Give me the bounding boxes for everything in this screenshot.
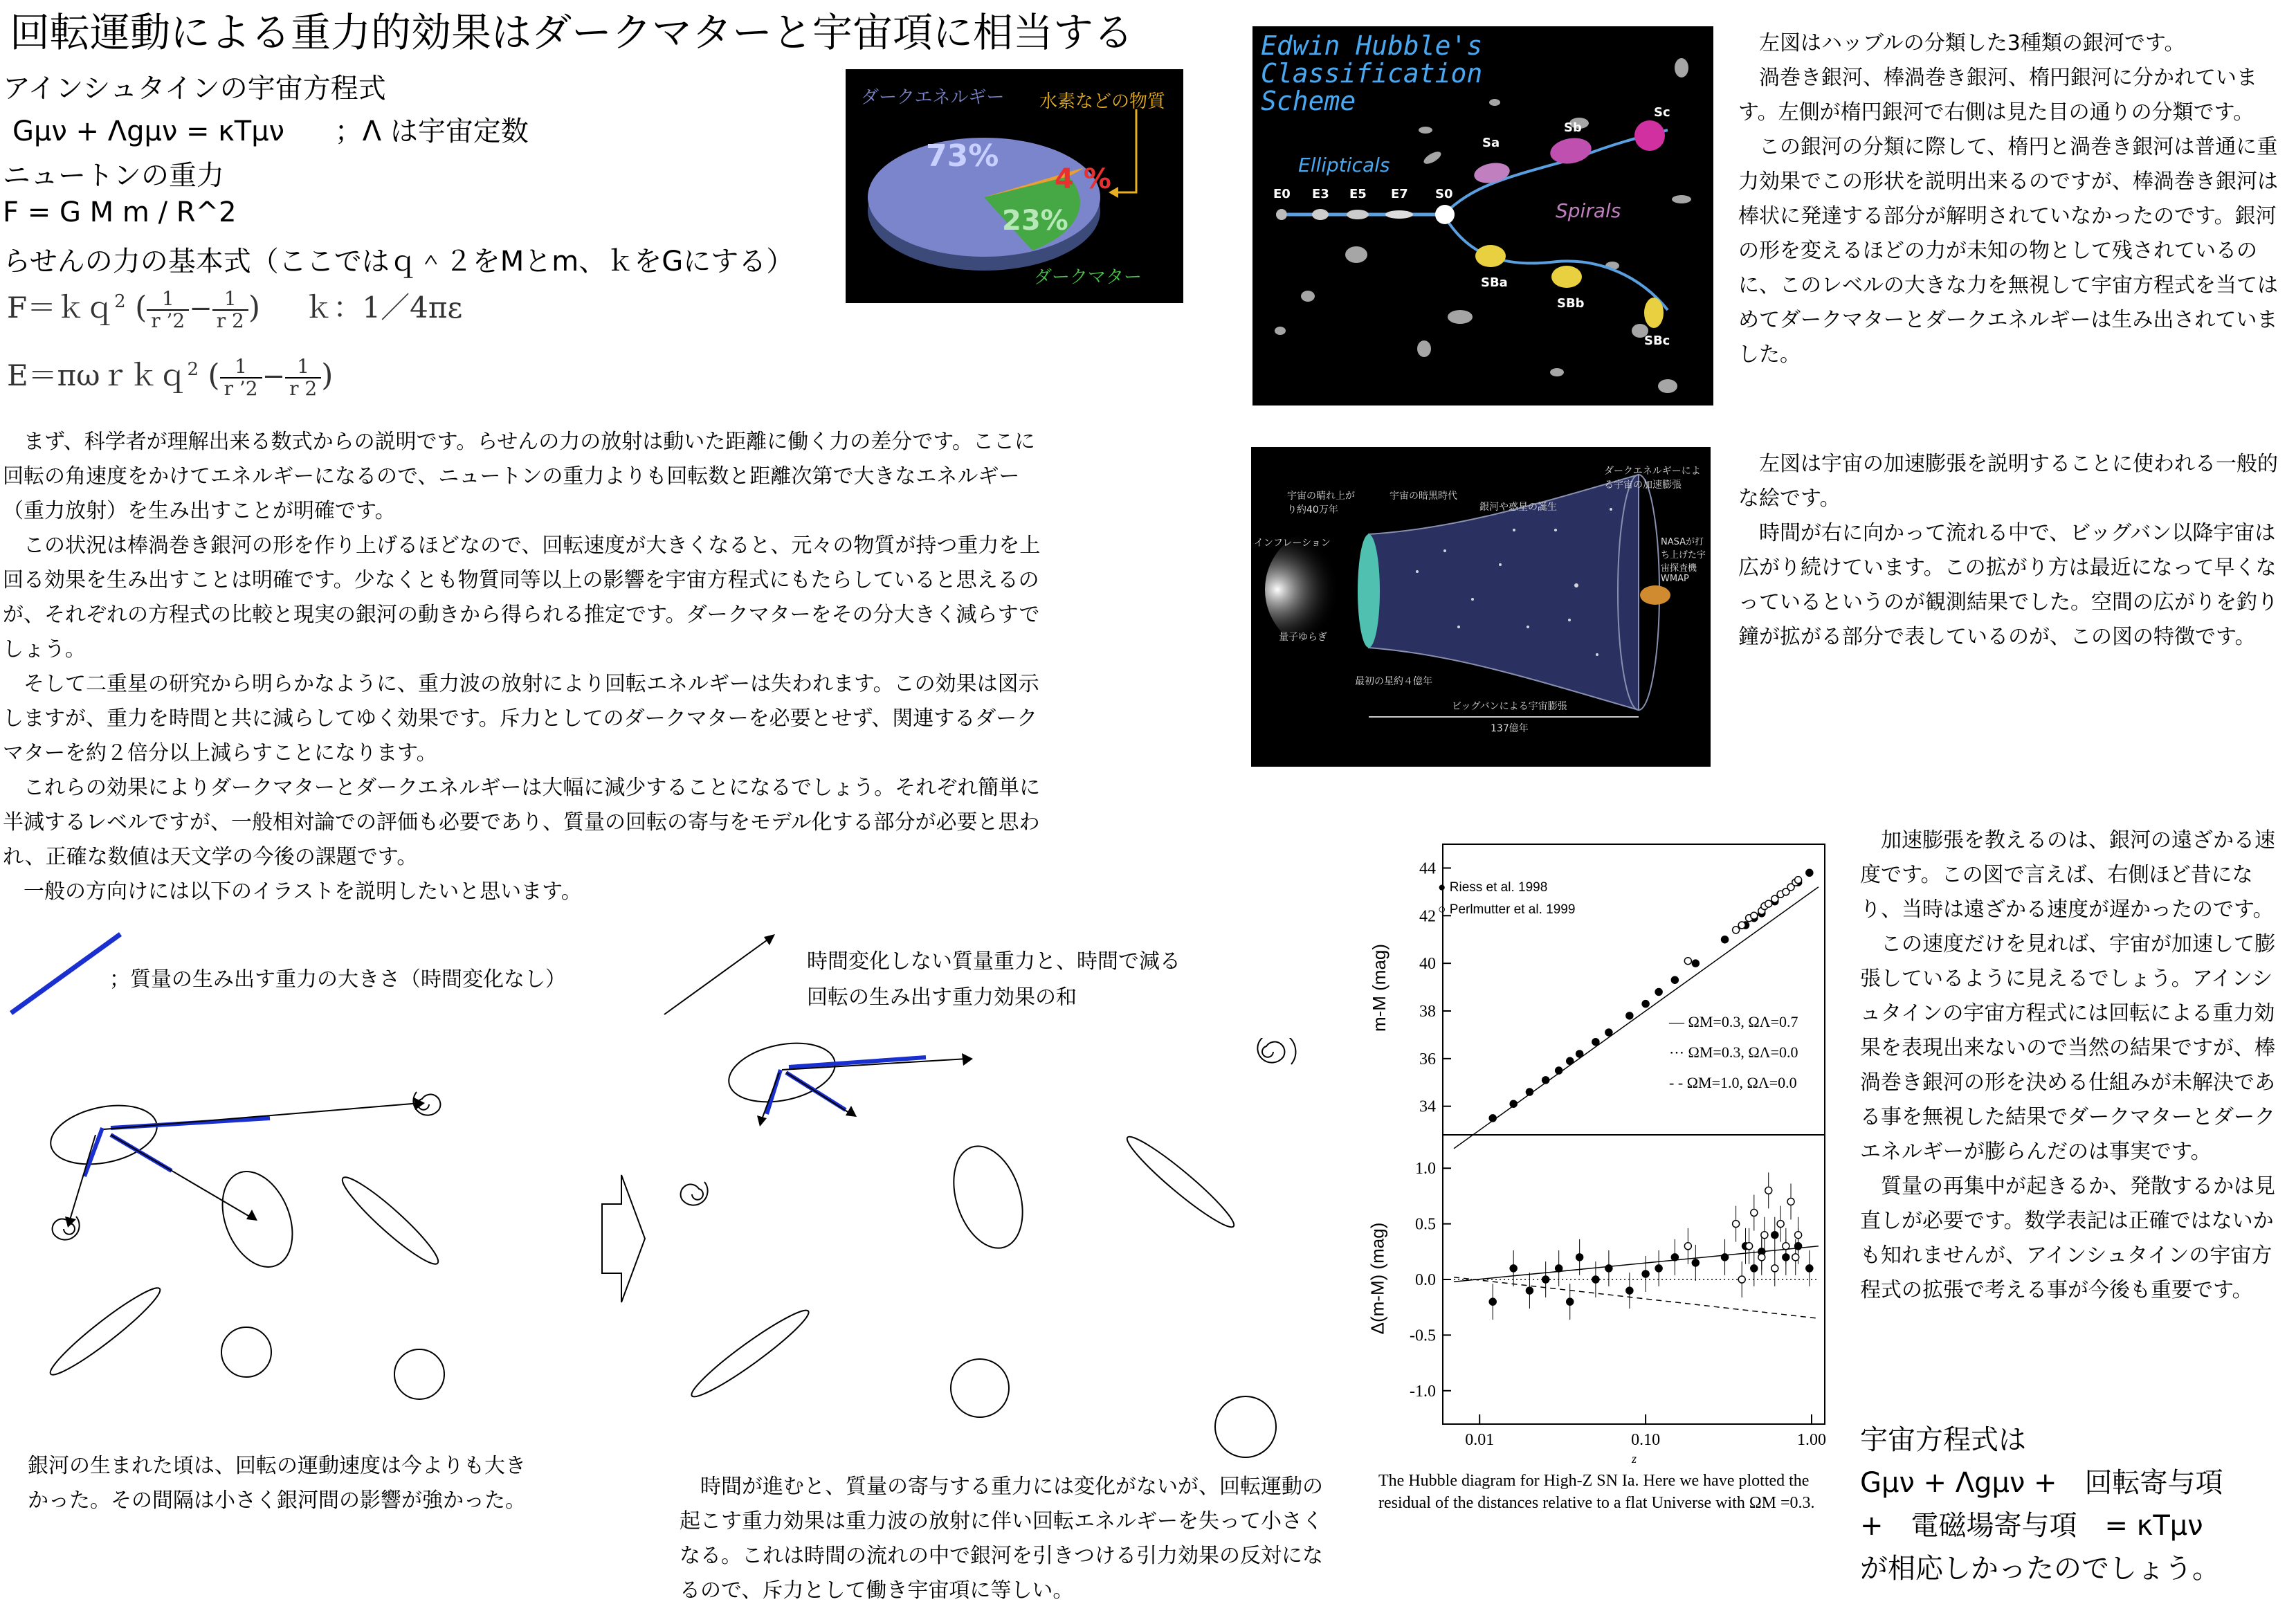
sn-ylabel-bottom: Δ(m-M) (mag) bbox=[1367, 1222, 1388, 1335]
sn-residual-perlmutter bbox=[1751, 1210, 1758, 1216]
sn-bottom-tick-label: -1.0 bbox=[1410, 1382, 1436, 1401]
sn-residual-riess bbox=[1671, 1254, 1678, 1261]
sn-point-perlmutter bbox=[1733, 927, 1740, 933]
sn-residual-riess bbox=[1751, 1265, 1758, 1272]
sn-top-tick-label: 42 bbox=[1419, 907, 1436, 926]
sn-residual-perlmutter bbox=[1771, 1265, 1778, 1272]
force-k: ｋ：1／4πε bbox=[304, 291, 463, 325]
legend-arrow bbox=[657, 927, 782, 1024]
sn-paragraph-2: この速度だけを見れば、宇宙が加速して膨張しているように見えるでしょう。アインシュタインの宇宙方程式には回転による重力効果を表現出来ないので当然の結果ですが、棒渦巻き銀河の形を決める仕組みが未解決である事を無視した結果でダークマターとダークエネルギーが膨らんだのは事実です。 bbox=[1860, 932, 2275, 1164]
force-formula: F＝ｋｑ$^2$ ( $\frac{1}{r ’2}$ − $\frac{1}{r 2}$ ) ｋ：1／4πε bbox=[7, 287, 463, 332]
pie-pct-23: 23% bbox=[1002, 205, 1068, 237]
hubble-panel bbox=[1252, 26, 1713, 405]
sn-point-riess bbox=[1592, 1039, 1599, 1046]
sn-point-perlmutter bbox=[1684, 958, 1691, 965]
wmap-panel bbox=[1251, 447, 1711, 767]
sn-point-perlmutter bbox=[1751, 912, 1758, 919]
pie-label-dark-energy: ダークエネルギー bbox=[861, 87, 1005, 108]
force-lhs: F＝ｋｑ bbox=[7, 291, 115, 325]
sn-model-2-text: ΩM=0.3, ΩΛ=0.0 bbox=[1688, 1044, 1798, 1061]
einstein-heading: アインシュタインの宇宙方程式 bbox=[3, 73, 386, 104]
wmap-inflation: インフレーション bbox=[1254, 538, 1331, 549]
hubble-e5: E5 bbox=[1349, 187, 1367, 201]
wmap-paragraph-1: 左図は宇宙の加速膨張を説明することに使われる一般的な絵です。 bbox=[1738, 452, 2278, 511]
sn-residual-perlmutter bbox=[1758, 1254, 1765, 1261]
sn-x-tick-label: 1.00 bbox=[1797, 1431, 1827, 1449]
final-eq-line-1: 宇宙方程式は bbox=[1860, 1424, 2026, 1456]
energy-sup: 2 bbox=[187, 359, 199, 380]
hubble-sb: Sb bbox=[1564, 120, 1582, 135]
sn-bottom-tick-label: 0.0 bbox=[1415, 1271, 1436, 1289]
sn-text bbox=[1860, 823, 2290, 1308]
wmap-dark-age: 宇宙の暗黒時代 bbox=[1390, 491, 1457, 502]
sn-legend-perlmutter-text: Perlmutter et al. 1999 bbox=[1449, 902, 1576, 917]
sn-point-riess bbox=[1626, 1012, 1633, 1019]
sn-chart bbox=[1367, 839, 1841, 1531]
sn-bottom-tick-label: 1.0 bbox=[1415, 1160, 1436, 1178]
spiral-heading: らせんの力の基本式（ここではｑ＾２をMとm、ｋをGにする） bbox=[3, 246, 794, 277]
sn-residual-riess bbox=[1626, 1287, 1633, 1294]
sn-residual-riess bbox=[1542, 1276, 1549, 1283]
einstein-equation bbox=[12, 109, 529, 149]
sn-point-riess bbox=[1806, 869, 1813, 876]
sn-residual-riess bbox=[1806, 1265, 1813, 1272]
frac-1 bbox=[147, 289, 189, 331]
sn-caption: The Hubble diagram for High-Z SN Ia. Here we have plotted the residual of the distances relative to a flat Universe with ΩM =0.3. bbox=[1378, 1472, 1815, 1512]
legend-arrow-line-1: 時間変化しない質量重力と、時間で減る bbox=[807, 949, 1181, 974]
caption-later: 時間が進むと、質量の寄与する重力には変化がないが、回転運動の起こす重力効果は重力波の放射に伴い回転エネルギーを失って小さくなる。これは時間の流れの中で銀河を引きつける引力効果の反対になるので、斥力として働き宇宙項に等しい。 bbox=[680, 1475, 1323, 1603]
sn-residual-perlmutter bbox=[1746, 1243, 1753, 1250]
sn-residual-perlmutter bbox=[1783, 1243, 1789, 1250]
caption-early: 銀河の生まれた頃は、回転の運動速度は今よりも大きかった。その間隔は小さく銀河間の影響が強かった。 bbox=[28, 1454, 526, 1513]
wmap-after-400k: 宇宙の晴れ上がり約40万年 bbox=[1287, 491, 1355, 516]
energy-lhs: E＝πωｒｋｑ bbox=[7, 358, 188, 392]
hubble-s0: S0 bbox=[1435, 187, 1453, 201]
hubble-sa: Sa bbox=[1482, 136, 1500, 150]
wmap-nasa: NASAが打ち上げた宇宙探査機WMAP bbox=[1661, 537, 1706, 584]
legend-blue-text: ；質量の生み出す重力の大きさ（時間変化なし） bbox=[109, 967, 566, 992]
final-eq-line-3: + 電磁場寄与項 = κTμν bbox=[1860, 1510, 2203, 1542]
sn-chart-svg bbox=[1370, 839, 1841, 1475]
frac-1-num: 1 bbox=[147, 289, 189, 311]
hubble-paragraph-1: 左図はハッブルの分類した3種類の銀河です。 bbox=[1759, 31, 2185, 55]
final-equation bbox=[1860, 1419, 2223, 1590]
newton-heading: ニュートンの重力 bbox=[3, 160, 224, 192]
main-paragraph-1: まず、科学者が理解出来る数式からの説明です。らせんの力の放射は動いた距離に働く力の差分です。ここに回転の角速度をかけてエネルギーになるので、ニュートンの重力よりも回転数と距離次第で大きなエネルギー（重力放射）を生み出すことが明確です。 bbox=[3, 430, 1035, 523]
pie-label-dark-matter: ダークマター bbox=[1034, 267, 1142, 288]
sn-residual-perlmutter bbox=[1795, 1232, 1802, 1239]
hubble-sbc: SBc bbox=[1644, 334, 1670, 348]
hubble-e7: E7 bbox=[1391, 187, 1408, 201]
final-eq-line-4: が相応しかったのでしょう。 bbox=[1860, 1553, 2220, 1585]
sn-top-tick-label: 36 bbox=[1419, 1050, 1436, 1068]
frac-3 bbox=[220, 356, 262, 399]
frac-2 bbox=[212, 289, 248, 331]
sn-residual-riess bbox=[1642, 1270, 1649, 1277]
sn-residual-perlmutter bbox=[1765, 1187, 1772, 1194]
wmap-galaxy-birth: 銀河や惑星の誕生 bbox=[1479, 502, 1557, 513]
einstein-note: ；Λ は宇宙定数 bbox=[334, 116, 529, 147]
sn-residual-riess bbox=[1567, 1298, 1574, 1305]
sn-residual-riess bbox=[1592, 1276, 1599, 1283]
hubble-spirals-label: Spirals bbox=[1556, 199, 1621, 222]
frac-1-den: r ’2 bbox=[151, 309, 185, 332]
sn-residual-perlmutter bbox=[1761, 1232, 1768, 1239]
sn-model-3: - - ΩM=1.0, ΩΛ=0.0 bbox=[1669, 1074, 1797, 1091]
early-universe-diagram bbox=[0, 1038, 567, 1425]
frac-3-den: r ’2 bbox=[224, 377, 258, 400]
sn-point-riess bbox=[1655, 988, 1662, 995]
sn-point-riess bbox=[1489, 1115, 1496, 1122]
sn-paragraph-3: 質量の再集中が起きるか、発散するかは見直しが必要です。数学表記は正確ではないかも知れませんが、アインシュタインの宇宙方程式の拡張で考える事が今後も重要です。 bbox=[1860, 1174, 2275, 1302]
hubble-title-line-2: Classification bbox=[1261, 58, 1483, 89]
frac-4 bbox=[285, 356, 321, 399]
sn-residual-riess bbox=[1556, 1265, 1562, 1272]
sn-paragraph-1: 加速膨張を教えるのは、銀河の遠ざかる速度です。この図で言えば、右側ほど昔になり、当時は遠ざかる速度が遅かったのです。 bbox=[1860, 828, 2275, 922]
frac-4-den: r 2 bbox=[289, 377, 318, 400]
sn-x-tick-label: 0.01 bbox=[1465, 1431, 1495, 1449]
sn-point-riess bbox=[1567, 1057, 1574, 1064]
frac-2-den: r 2 bbox=[216, 309, 244, 332]
hubble-title bbox=[1261, 32, 1482, 115]
wmap-dark-energy: ダークエネルギーによる宇宙の加速膨張 bbox=[1604, 466, 1701, 491]
hubble-text bbox=[1738, 26, 2288, 372]
later-universe-diagram bbox=[650, 1038, 1329, 1467]
sn-point-perlmutter bbox=[1738, 922, 1745, 929]
sn-model-line-flat bbox=[1454, 1277, 1819, 1318]
sn-residual-riess bbox=[1576, 1254, 1583, 1261]
hubble-title-line-1: Edwin Hubble's bbox=[1261, 30, 1483, 61]
energy-formula: E＝πωｒｋｑ$^2$ ( $\frac{1}{r ’2}$ − $\frac{1}{r 2}$ ) bbox=[7, 355, 334, 400]
sn-model-3-text: ΩM=1.0, ΩΛ=0.0 bbox=[1686, 1074, 1797, 1091]
sn-residual-riess bbox=[1771, 1232, 1778, 1239]
sn-residual-riess bbox=[1692, 1259, 1699, 1266]
sn-model-2: ⋯ ΩM=0.3, ΩΛ=0.0 bbox=[1669, 1044, 1798, 1061]
frac-2-num: 1 bbox=[212, 289, 248, 311]
main-paragraph-3: そして二重星の研究から明らかなように、重力波の放射により回転エネルギーは失われます。この効果は図示しますが、重力を時間と共に減らしてゆく効果です。斥力としてのダークマターを必要とせず、関連するダークマターを約２倍分以上減らすことになります。 bbox=[3, 672, 1039, 765]
wmap-years: 137億年 bbox=[1491, 723, 1529, 734]
frac-3-num: 1 bbox=[220, 356, 262, 379]
sn-point-perlmutter bbox=[1771, 895, 1778, 902]
sn-legend-riess-text: Riess et al. 1998 bbox=[1449, 880, 1548, 895]
pie-pct-4: 4 % bbox=[1055, 163, 1111, 195]
sn-legend-perlmutter: ○ Perlmutter et al. 1999 bbox=[1438, 902, 1576, 917]
wmap-quantum: 量子ゆらぎ bbox=[1279, 632, 1327, 643]
hubble-ellipticals-label: Ellipticals bbox=[1298, 154, 1390, 176]
einstein-eq-text: Gμν + Λgμν = κTμν bbox=[12, 116, 285, 147]
hubble-sbb: SBb bbox=[1557, 296, 1585, 311]
sn-point-riess bbox=[1542, 1077, 1549, 1084]
main-paragraph-5: 一般の方向けには以下のイラストを説明したいと思います。 bbox=[24, 880, 582, 904]
wmap-text bbox=[1738, 447, 2289, 655]
matter-pointer bbox=[1117, 109, 1136, 192]
sn-top-tick-label: 38 bbox=[1419, 1002, 1436, 1021]
sn-model-1-text: ΩM=0.3, ΩΛ=0.7 bbox=[1688, 1013, 1798, 1030]
pie-panel bbox=[846, 69, 1183, 303]
sn-xlabel: z bbox=[1632, 1452, 1637, 1466]
main-text bbox=[3, 425, 1055, 909]
sn-top-tick-label: 40 bbox=[1419, 955, 1436, 974]
sn-model-1: — ΩM=0.3, ΩΛ=0.7 bbox=[1669, 1013, 1798, 1030]
main-paragraph-4: これらの効果によりダークマターとダークエネルギーは大幅に減少することになるでしょう。それぞれ簡単に半減するレベルですが、一般相対論での評価も必要であり、質量の回転の寄与をモデル化する部分が必要と思われ、正確な数値は天文学の今後の課題です。 bbox=[3, 776, 1041, 869]
sn-point-riess bbox=[1510, 1100, 1517, 1107]
sn-top-tick-label: 34 bbox=[1419, 1097, 1436, 1116]
legend-arrow-line-2: 回転の生み出す重力効果の和 bbox=[807, 985, 1077, 1010]
sn-residual-perlmutter bbox=[1733, 1221, 1740, 1228]
sn-residual-riess bbox=[1722, 1254, 1729, 1261]
sn-residual-riess bbox=[1510, 1265, 1517, 1272]
sn-ylabel-top: m-M (mag) bbox=[1369, 943, 1390, 1032]
hubble-sba: SBa bbox=[1481, 275, 1508, 290]
sn-point-riess bbox=[1556, 1067, 1562, 1074]
sn-ticks bbox=[1410, 859, 1826, 1449]
big-right-arrow bbox=[601, 1169, 649, 1308]
sn-point-riess bbox=[1576, 1050, 1583, 1057]
sn-bottom-tick-label: 0.5 bbox=[1415, 1215, 1436, 1234]
sn-residual-perlmutter bbox=[1738, 1276, 1745, 1283]
wmap-bigbang: ビッグバンによる宇宙膨張 bbox=[1452, 701, 1567, 712]
hubble-e0: E0 bbox=[1273, 187, 1291, 201]
sn-residual-perlmutter bbox=[1777, 1221, 1784, 1228]
sn-point-riess bbox=[1722, 936, 1729, 943]
wmap-paragraph-2: 時間が右に向かって流れる中で、ビッグバン以降宇宙は広がり続けています。この拡がり方は最近になって早くなっているというのが観測結果でした。空間の広がりを釣り鐘が拡がる部分で表しているのが、この図の特徴です。 bbox=[1738, 521, 2278, 649]
hubble-e3: E3 bbox=[1312, 187, 1329, 201]
final-eq-line-2: Gμν + Λgμν + 回転寄与項 bbox=[1860, 1467, 2223, 1499]
sn-residual-perlmutter bbox=[1684, 1243, 1691, 1250]
sn-residual-riess bbox=[1526, 1287, 1533, 1294]
sn-bottom-points bbox=[1489, 1172, 1813, 1320]
pie-pct-73: 73% bbox=[926, 138, 999, 174]
main-paragraph-2: この状況は棒渦巻き銀河の形を作り上げるほどなので、回転速度が大きくなると、元々の物質が持つ重力を上回る効果を生み出すことは明確です。少なくとも物質同等以上の影響を宇宙方程式にもたらしていると思えるのが、それぞれの方程式の比較と現実の銀河の動きから得られる推定です。ダークマターをその分大きく減らすでしょう。 bbox=[3, 534, 1041, 662]
force-sup: 2 bbox=[114, 291, 126, 312]
hubble-paragraph-2: 渦巻き銀河、棒渦巻き銀河、楕円銀河に分かれています。左側が楕円銀河で右側は見た目の通りの分類です。 bbox=[1738, 66, 2257, 125]
frac-4-num: 1 bbox=[285, 356, 321, 379]
sn-point-perlmutter bbox=[1795, 877, 1802, 884]
sn-residual-perlmutter bbox=[1787, 1198, 1794, 1205]
hubble-paragraph-3: この銀河の分類に際して、楕円と渦巻き銀河は普通に重力効果でこの形状を説明出来るのですが、棒渦巻き銀河は棒状に発達する部分が解明されていなかったのです。銀河の形を変えるほどの力が未知の物として残されているのに、このレベルの大きな力を無視して宇宙方程式を当てはめてダークマターとダークエネルギーは生み出されていました。 bbox=[1738, 135, 2278, 367]
pie-label-matter: 水素などの物質 bbox=[1039, 91, 1166, 112]
page-title: 回転運動による重力的効果はダークマターと宇宙項に相当する bbox=[10, 9, 1134, 56]
sn-point-riess bbox=[1642, 1001, 1649, 1008]
sn-residual-riess bbox=[1655, 1265, 1662, 1272]
newton-equation: F = G M m / R^2 bbox=[3, 197, 237, 228]
legend-arrow-text bbox=[807, 944, 1181, 1016]
sn-residual-riess bbox=[1605, 1265, 1612, 1272]
sn-point-riess bbox=[1671, 976, 1678, 983]
sn-legend-riess: ● Riess et al. 1998 bbox=[1438, 880, 1548, 895]
sn-point-riess bbox=[1692, 960, 1699, 967]
sn-x-tick-label: 0.10 bbox=[1631, 1431, 1661, 1449]
wmap-first-star: 最初の星約４億年 bbox=[1355, 676, 1432, 687]
hubble-title-line-3: Scheme bbox=[1261, 86, 1356, 116]
sn-top-tick-label: 44 bbox=[1419, 859, 1436, 878]
sn-bottom-tick-label: -0.5 bbox=[1410, 1327, 1436, 1345]
sn-point-perlmutter bbox=[1765, 900, 1772, 907]
sn-point-riess bbox=[1605, 1029, 1612, 1036]
sn-residual-perlmutter bbox=[1792, 1254, 1799, 1261]
hubble-sc: Sc bbox=[1654, 105, 1670, 120]
sn-point-riess bbox=[1526, 1088, 1533, 1095]
sn-residual-riess bbox=[1489, 1298, 1496, 1305]
